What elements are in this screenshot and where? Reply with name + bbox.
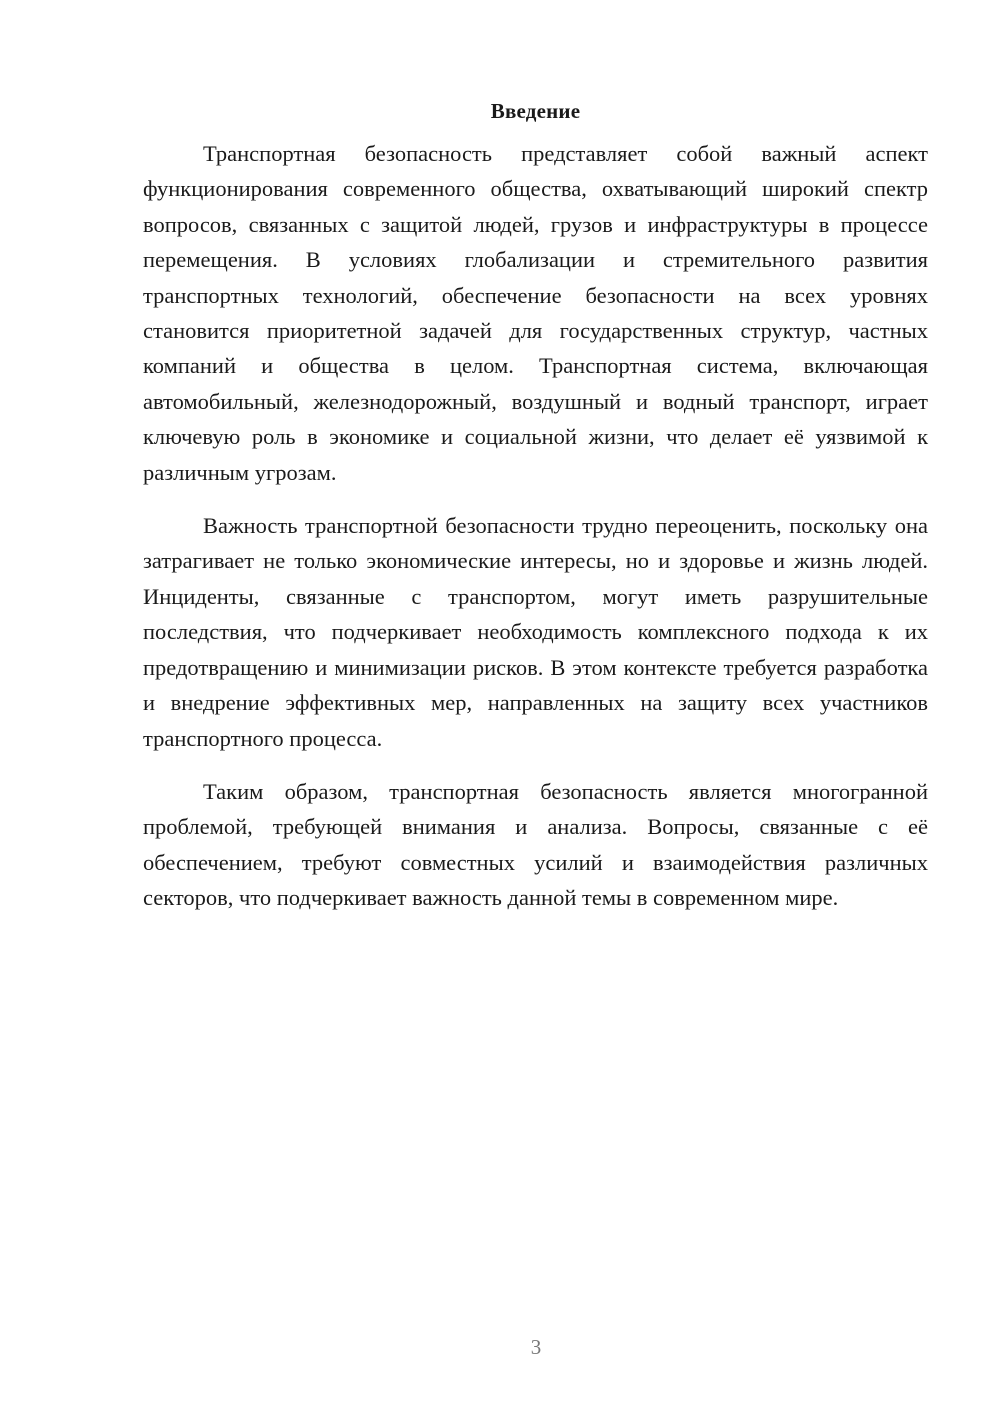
paragraph-3: Таким образом, транспортная безопасность является многогранной проблемой, требующей внимания и анализа. Вопросы, связанные с её обеспечением, требуют совместных усилий и взаимодействия различных секторов, что подчеркивает важность данной темы в современном мире.: [143, 778, 928, 911]
page-content: [143, 96, 928, 934]
paragraph-1: Транспортная безопасность представляет собой важный аспект функционирования современного общества, охватывающий широкий спектр вопросов, связанных с защитой людей, грузов и инфраструктуры в процессе перемещения. В условиях глобализации и стремительного развития транспортных технологий, обеспечение безопасности на всех уровнях становится приоритетной задачей для государственных структур, частных компаний и общества в целом. Транспортная система, включающая автомобильный, железнодорожный, воздушный и водный транспорт, играет ключевую роль в экономике и социальной жизни, что делает её уязвимой к различным угрозам.: [143, 141, 928, 485]
section-title: Введение: [490, 99, 581, 123]
page-number: 3: [530, 1335, 542, 1359]
paragraph-2: Важность транспортной безопасности трудно переоценить, поскольку она затрагивает не только экономические интересы, но и здоровье и жизнь людей. Инциденты, связанные с транспортом, могут иметь разрушительные последствия, что подчеркивает необходимость комплексного подхода к их предотвращению и минимизации рисков. В этом контексте требуется разработка и внедрение эффективных мер, направленных на защиту всех участников транспортного процесса.: [143, 513, 928, 751]
